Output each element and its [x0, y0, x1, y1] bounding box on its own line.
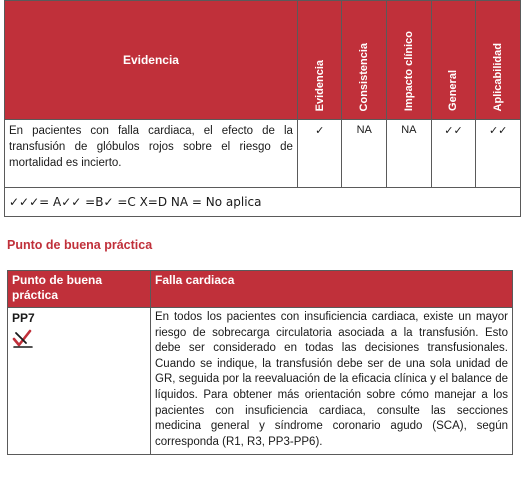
- evidence-table: [4, 0, 521, 217]
- value-aplicabilidad: ✓✓: [476, 120, 521, 188]
- value-consistencia: NA: [342, 120, 387, 188]
- good-practice-table: [7, 270, 513, 455]
- col-header-impacto: Impacto clínico: [387, 1, 432, 120]
- table-row: [5, 120, 521, 188]
- col-header-aplicabilidad: Aplicabilidad: [476, 1, 521, 120]
- col-header-general: General: [431, 1, 476, 120]
- practice-code-cell: [8, 308, 151, 455]
- col-header-evidencia: Evidencia: [297, 1, 342, 120]
- value-general: ✓✓: [431, 120, 476, 188]
- header-punto-buena-practica: Punto de buena práctica: [8, 271, 151, 308]
- practice-code: PP7: [12, 311, 35, 325]
- grade-legend: ✓✓✓= A✓✓ =B✓ =C X=D NA = No aplica: [5, 188, 521, 217]
- table-row: [8, 308, 513, 455]
- check-pencil-icon: [12, 329, 34, 349]
- section-title: Punto de buena práctica: [7, 238, 153, 252]
- evidence-statement: En pacientes con falla cardiaca, el efecto de la transfusión de glóbulos rojos sobre el riesgo de mortalidad es incierto.: [5, 120, 298, 188]
- value-evidencia: ✓: [297, 120, 342, 188]
- col-header-consistencia: Consistencia: [342, 1, 387, 120]
- value-impacto: NA: [387, 120, 432, 188]
- header-falla-cardiaca: Falla cardiaca: [151, 271, 513, 308]
- practice-text: En todos los pacientes con insuficiencia cardiaca, existe un mayor riesgo de sobrecarga circulatoria asociada a la transfusión. Esto debe ser considerado en todas las decisiones transfusionales. Cuando se indique, la transfusión debe ser de una sola unidad de GR, seguida por la reevaluación de la eficacia clínica y el balance de líquidos. Para obtener más orientación sobre cómo manejar a los pacientes con insuficiencia cardiaca, consulte las secciones medicina general y síndrome coronario agudo (SCA), según corresponda (R1, R3, PP3-PP6).: [151, 308, 513, 455]
- evidence-main-header: Evidencia: [5, 1, 298, 120]
